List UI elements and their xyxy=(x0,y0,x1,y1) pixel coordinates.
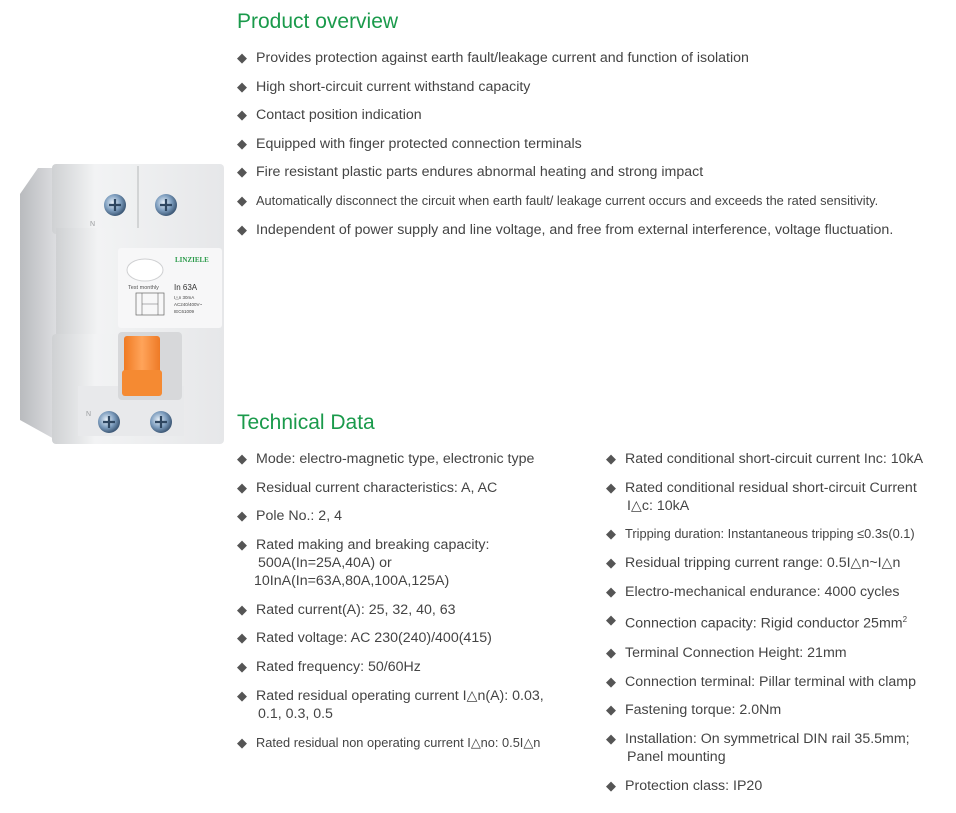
list-item-text-line2: 0.1, 0.3, 0.5 xyxy=(258,705,333,722)
list-item-text: Independent of power supply and line voltage, and free from external interference, voltage fluctuation. xyxy=(256,221,894,238)
list-item xyxy=(606,554,954,572)
list-item xyxy=(237,192,952,210)
list-item-text: Equipped with finger protected connection terminals xyxy=(256,135,582,152)
list-item-text: Tripping duration: Instantaneous tripping ≤0.3s(0.1) xyxy=(625,526,915,542)
brand-label: LINZIELE xyxy=(175,256,209,264)
list-item xyxy=(606,777,954,795)
rating-label: In 63A xyxy=(174,283,198,292)
list-item-text: Provides protection against earth fault/leakage current and function of isolation xyxy=(256,50,749,66)
list-item-text: Rated conditional short-circuit current Inc: 10kA xyxy=(625,451,924,467)
list-item xyxy=(606,673,954,691)
list-item-text: Connection terminal: Pillar terminal with clamp xyxy=(625,673,916,690)
list-item xyxy=(237,479,597,497)
list-item xyxy=(237,49,952,67)
list-item xyxy=(237,536,597,590)
terminal-bottom-label: N xyxy=(86,411,92,418)
list-item xyxy=(237,507,597,525)
list-item xyxy=(237,78,952,96)
list-item-text: Mode: electro-magnetic type, electronic type xyxy=(256,451,535,467)
technical-title: Technical Data xyxy=(237,411,375,434)
list-item-text: Fastening torque: 2.0Nm xyxy=(625,702,782,719)
list-item xyxy=(606,479,954,515)
list-item-text: Rated conditional residual short-circuit Current xyxy=(625,479,917,496)
list-item xyxy=(606,701,954,719)
list-item-text-line2: I△c: 10kA xyxy=(627,497,690,514)
list-item xyxy=(237,450,597,468)
list-item-text-line2: Panel mounting xyxy=(627,748,726,765)
list-item-text: Rated making and breaking capacity: xyxy=(256,537,490,554)
rcd-product-image xyxy=(18,158,228,448)
list-item-text: Fire resistant plastic parts endures abnormal heating and strong impact xyxy=(256,164,704,181)
list-item xyxy=(237,734,597,752)
list-item-text: Connection capacity: Rigid conductor 25mm xyxy=(625,616,903,633)
list-item-text: Rated current(A): 25, 32, 40, 63 xyxy=(256,601,456,618)
technical-list-right xyxy=(606,450,954,805)
terminal-top-label: N xyxy=(90,221,96,228)
list-item xyxy=(606,644,954,662)
list-item xyxy=(606,450,954,468)
spec-line-1: I△n 30mA xyxy=(174,295,195,300)
test-label: Test monthly xyxy=(128,285,159,291)
list-item xyxy=(237,221,952,239)
list-item-text: Pole No.: 2, 4 xyxy=(256,508,342,525)
list-item-text-line2: 500A(In=25A,40A) or xyxy=(258,555,392,572)
list-item-text: Residual tripping current range: 0.5I△n~I△n xyxy=(625,555,901,572)
spec-line-3: IEC61009 xyxy=(174,309,195,314)
list-item-text: Rated frequency: 50/60Hz xyxy=(256,659,421,676)
list-item xyxy=(237,601,597,619)
list-item xyxy=(606,583,954,601)
list-item xyxy=(237,658,597,676)
list-item xyxy=(606,611,954,633)
list-item-text: Installation: On symmetrical DIN rail 35.5mm; xyxy=(625,730,910,747)
spec-line-2: AC240/400V~ xyxy=(174,302,203,307)
overview-title: Product overview xyxy=(237,10,399,33)
list-item xyxy=(237,106,952,124)
list-item xyxy=(237,687,597,723)
list-item-text: Terminal Connection Height: 21mm xyxy=(625,644,847,661)
list-item xyxy=(237,629,597,647)
list-item-text: Rated residual operating current I△n(A): 0.03, xyxy=(256,687,544,704)
list-item xyxy=(606,730,954,766)
list-item-text: Automatically disconnect the circuit when earth fault/ leakage current occurs and exceeds the rated sensitivity. xyxy=(256,192,879,208)
list-item-text: Residual current characteristics: A, AC xyxy=(256,479,498,496)
list-item xyxy=(606,525,954,543)
list-item-text: Rated residual non operating current I△no: 0.5I△n xyxy=(256,734,541,750)
list-item-text: Contact position indication xyxy=(256,107,422,124)
list-item-text: High short-circuit current withstand capacity xyxy=(256,78,531,95)
overview-list xyxy=(237,49,952,249)
list-item-text: Protection class: IP20 xyxy=(625,777,763,794)
list-item-text: Rated voltage: AC 230(240)/400(415) xyxy=(256,630,492,647)
list-item-text: Electro-mechanical endurance: 4000 cycles xyxy=(625,583,900,600)
technical-list-left xyxy=(237,450,597,762)
superscript: 2 xyxy=(902,615,908,625)
list-item xyxy=(237,163,952,181)
list-item-text-line3: 10InA(In=63A,80A,100A,125A) xyxy=(254,573,450,590)
list-item xyxy=(237,135,952,153)
